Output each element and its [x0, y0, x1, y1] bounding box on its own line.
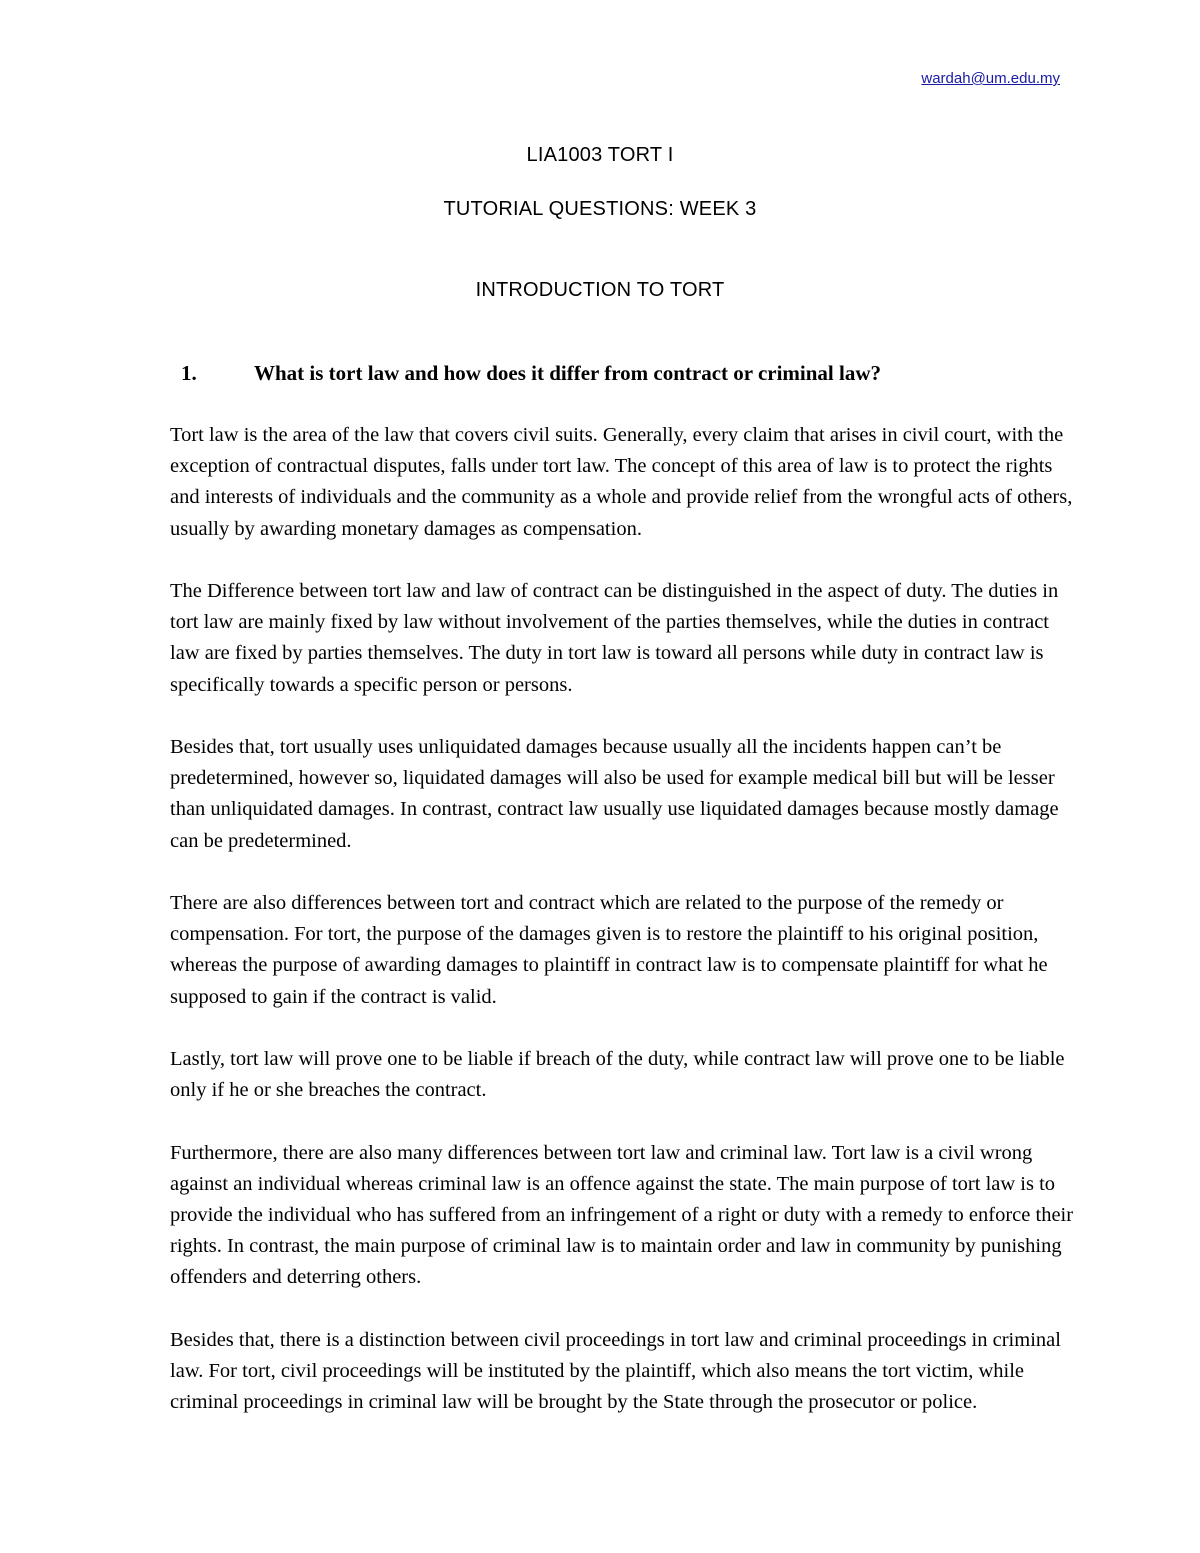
answer-body: [170, 420, 1075, 1450]
question-text: What is tort law and how does it differ from contract or criminal law?: [254, 361, 882, 385]
tutorial-title: TUTORIAL QUESTIONS: WEEK 3: [443, 198, 757, 220]
answer-paragraph-4: There are also differences between tort and contract which are related to the purpose of the remedy or compensation. For tort, the purpose of the damages given is to restore the plaintiff to his original position, whereas the purpose of awarding damages to plaintiff in contract law is to compensate plaintiff for what he supposed to gain if the contract is valid.: [170, 892, 1048, 1008]
answer-paragraph-5: Lastly, tort law will prove one to be liable if breach of the duty, while contract law will prove one to be liable only if he or she breaches the contract.: [170, 1048, 1065, 1102]
question-number: 1.: [181, 361, 197, 385]
answer-paragraph-2: The Difference between tort law and law of contract can be distinguished in the aspect of duty. The duties in tort law are mainly fixed by law without involvement of the parties themselves, while the duties in contract law are fixed by parties themselves. The duty in tort law is toward all persons while duty in contract law is specifically towards a specific person or persons.: [170, 580, 1059, 696]
course-title: LIA1003 TORT I: [526, 144, 674, 166]
answer-paragraph-6: Furthermore, there are also many differences between tort law and criminal law. Tort law is a civil wrong against an individual whereas criminal law is an offence against the state. The main purpose of tort law is to provide the individual who has suffered from an infringement of a right or duty with a remedy to enforce their rights. In contrast, the main purpose of criminal law is to maintain order and law in community by punishing offenders and deterring others.: [170, 1141, 1074, 1289]
author-email-link[interactable]: wardah@um.edu.my: [921, 70, 1060, 87]
question-1: [181, 361, 1081, 386]
answer-paragraph-7: Besides that, there is a distinction between civil proceedings in tort law and criminal proceedings in criminal law. For tort, civil proceedings will be instituted by the plaintiff, which also means the tort victim, while criminal proceedings in criminal law will be brought by the State through the prosecutor or police.: [170, 1328, 1061, 1414]
topic-title: INTRODUCTION TO TORT: [475, 279, 725, 301]
answer-paragraph-3: Besides that, tort usually uses unliquidated damages because usually all the incidents happen can’t be predetermined, however so, liquidated damages will also be used for example medical bill but will be lesser than unliquidated damages. In contrast, contract law usually use liquidated damages because mostly damage can be predetermined.: [170, 736, 1059, 852]
answer-paragraph-1: Tort law is the area of the law that covers civil suits. Generally, every claim that arises in civil court, with the exception of contractual disputes, falls under tort law. The concept of this area of law is to protect the rights and interests of individuals and the community as a whole and provide relief from the wrongful acts of others, usually by awarding monetary damages as compensation.: [170, 424, 1073, 540]
